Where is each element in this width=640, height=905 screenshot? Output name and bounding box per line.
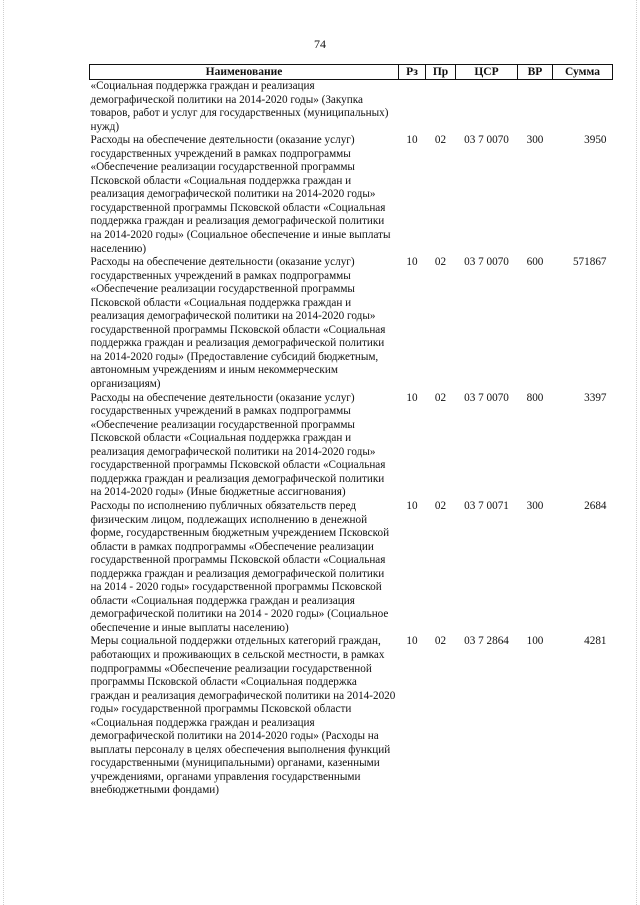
row-vr: 600	[526, 256, 544, 269]
header-rz: Рз	[399, 65, 426, 80]
row-pr: 02	[434, 391, 447, 404]
row-csr: 03 7 0071	[464, 499, 509, 512]
row-csr: 03 7 0070	[464, 256, 509, 269]
row-vr: 300	[526, 499, 544, 512]
header-vr: ВР	[518, 65, 553, 80]
row-name: Расходы на обеспечение деятельности (оказание услуг) государственных учреждений в рамках подпрограммы «Обеспечение реализации государственной программы Псковской области «Социальная поддержка граждан и реализация демографической политики на 2014-2020 годы» государственной программы Псковской области «Социальная поддержка граждан и реализация демографической политики на 2014-2020 годы» (Предоставление субсидий бюджетным, автономным учреждениям и иным некоммерческим организациям)	[90, 256, 386, 391]
row-pr: 02	[434, 134, 447, 147]
row-sum: 2684	[584, 499, 607, 512]
row-vr: 800	[526, 391, 544, 404]
row-csr: 03 7 0070	[464, 134, 509, 147]
table-row	[90, 80, 613, 135]
header-name: Наименование	[90, 65, 399, 80]
page-number: 74	[314, 37, 326, 51]
row-pr: 02	[434, 256, 447, 269]
row-vr	[518, 80, 553, 135]
row-sum: 3397	[584, 391, 607, 404]
scan-right-edge	[636, 0, 638, 905]
row-pr: 02	[434, 635, 447, 648]
row-name: Меры социальной поддержки отдельных категорий граждан, работающих и проживающих в сельской местности, в рамках подпрограммы «Обеспечение реализации государственной программы Псковской области «Социальная поддержка граждан и реализация демографической политики на 2014-2020 годы» государственной программы Псковской области «Социальная поддержка граждан и реализация демографической политики на 2014-2020 годы» (Расходы на выплаты персоналу в целях обеспечения выполнения функций государственными (муниципальными) органами, казенными учреждениями, органами управления государственными внебюджетными фондами)	[90, 635, 396, 797]
table-row	[90, 256, 613, 391]
scan-left-edge	[3, 0, 5, 905]
row-rz: 10	[406, 391, 418, 404]
row-name: Расходы по исполнению публичных обязательств перед физическим лицом, подлежащих исполнению в денежной форме, государственным бюджетным учреждением Псковской области в рамках подпрограммы «Обеспечение реализации государственной программы Псковской области «Социальная поддержка граждан и реализация демографической политики на 2014 - 2020 годы» государственной программы Псковской области «Социальная поддержка граждан и реализация демографической политики на 2014 - 2020 годы» (Социальное обеспечение и иные выплаты населению)	[90, 499, 390, 634]
table-row	[90, 134, 613, 256]
row-csr: 03 7 0070	[464, 391, 509, 404]
row-vr: 300	[526, 134, 544, 147]
header-sum: Сумма	[553, 65, 613, 80]
row-sum: 4281	[584, 635, 607, 648]
row-rz: 10	[406, 499, 418, 512]
table-body	[90, 80, 613, 798]
row-sum: 571867	[572, 256, 607, 269]
row-name: «Социальная поддержка граждан и реализация демографической политики на 2014-2020 годы» (Закупка товаров, работ и услуг для государственных (муниципальных) нужд)	[90, 80, 389, 133]
header-csr: ЦСР	[456, 65, 518, 80]
row-rz: 10	[406, 635, 418, 648]
budget-table	[89, 64, 613, 798]
table-row	[90, 635, 613, 798]
header-pr: Пр	[426, 65, 456, 80]
table-header	[90, 65, 613, 80]
row-name: Расходы на обеспечение деятельности (оказание услуг) государственных учреждений в рамках подпрограммы «Обеспечение реализации государственной программы Псковской области «Социальная поддержка граждан и реализация демографической политики на 2014-2020 годы» государственной программы Псковской области «Социальная поддержка граждан и реализация демографической политики на 2014-2020 годы» (Социальное обеспечение и иные выплаты населению)	[90, 134, 391, 255]
table-row	[90, 500, 613, 635]
row-sum	[553, 80, 613, 135]
table-row	[90, 392, 613, 500]
row-pr	[426, 80, 456, 135]
row-rz: 10	[406, 256, 418, 269]
row-csr	[456, 80, 518, 135]
row-sum: 3950	[584, 134, 607, 147]
row-name: Расходы на обеспечение деятельности (оказание услуг) государственных учреждений в рамках подпрограммы «Обеспечение реализации государственной программы Псковской области «Социальная поддержка граждан и реализация демографической политики на 2014-2020 годы» государственной программы Псковской области «Социальная поддержка граждан и реализация демографической политики на 2014-2020 годы» (Иные бюджетные ассигнования)	[90, 391, 386, 499]
row-vr: 100	[526, 635, 544, 648]
row-csr: 03 7 2864	[464, 635, 509, 648]
row-rz	[399, 80, 426, 135]
row-rz: 10	[406, 134, 418, 147]
row-pr: 02	[434, 499, 447, 512]
